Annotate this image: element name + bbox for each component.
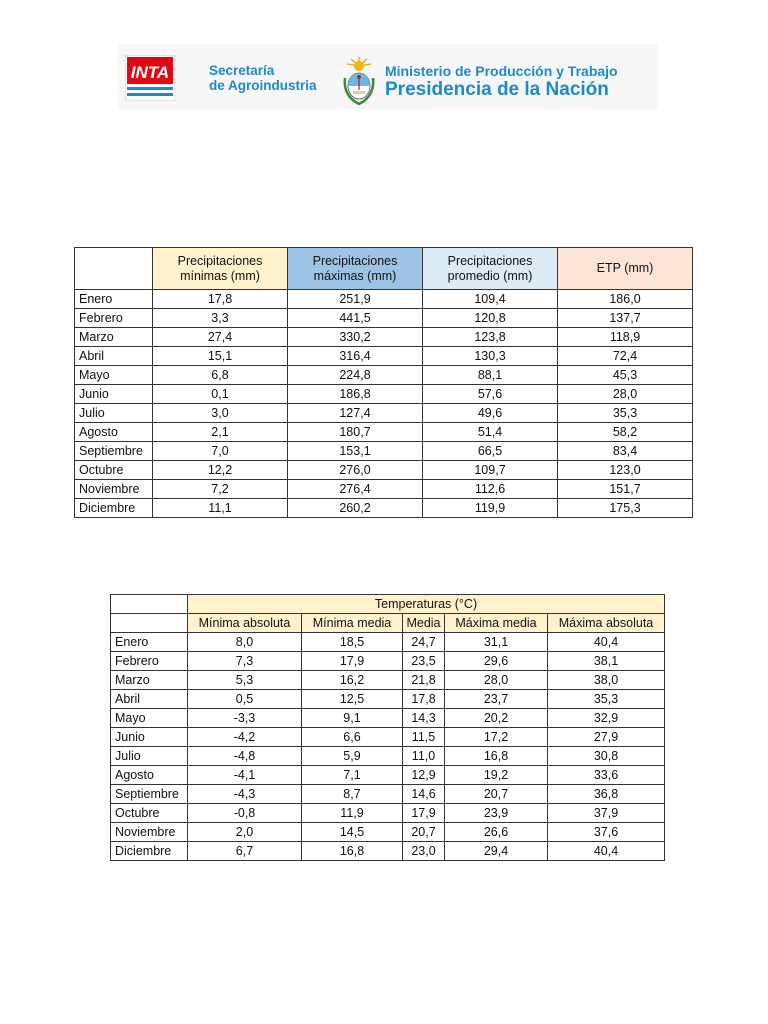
header-min-absoluta: Mínima absoluta: [188, 614, 302, 633]
month-cell: Mayo: [75, 366, 153, 385]
value-cell: 36,8: [548, 785, 665, 804]
value-cell: 15,1: [153, 347, 288, 366]
value-cell: -4,8: [188, 747, 302, 766]
month-cell: Marzo: [111, 671, 188, 690]
secretaria-wordmark: [209, 63, 317, 93]
temperature-row: [111, 671, 665, 690]
value-cell: 17,9: [403, 804, 445, 823]
value-cell: 23,5: [403, 652, 445, 671]
value-cell: 316,4: [288, 347, 423, 366]
value-cell: 123,8: [423, 328, 558, 347]
value-cell: 119,9: [423, 499, 558, 518]
month-cell: Junio: [75, 385, 153, 404]
value-cell: 17,2: [445, 728, 548, 747]
value-cell: 14,6: [403, 785, 445, 804]
precipitation-row: [75, 347, 693, 366]
header-min-media: Mínima media: [302, 614, 403, 633]
value-cell: 330,2: [288, 328, 423, 347]
month-cell: Julio: [111, 747, 188, 766]
value-cell: 118,9: [558, 328, 693, 347]
value-cell: 112,6: [423, 480, 558, 499]
month-cell: Mayo: [111, 709, 188, 728]
temperature-row: [111, 709, 665, 728]
value-cell: 83,4: [558, 442, 693, 461]
value-cell: 8,0: [188, 633, 302, 652]
value-cell: 109,4: [423, 290, 558, 309]
month-cell: Marzo: [75, 328, 153, 347]
temperature-row: [111, 766, 665, 785]
secretaria-line1: Secretaría: [209, 63, 275, 78]
temperature-row: [111, 652, 665, 671]
value-cell: 14,3: [403, 709, 445, 728]
value-cell: 9,1: [302, 709, 403, 728]
month-cell: Septiembre: [75, 442, 153, 461]
value-cell: 23,0: [403, 842, 445, 861]
month-cell: Enero: [111, 633, 188, 652]
month-cell: Noviembre: [75, 480, 153, 499]
inta-logo-text: INTA: [130, 63, 170, 82]
value-cell: 2,0: [188, 823, 302, 842]
precipitation-row: [75, 461, 693, 480]
value-cell: -3,3: [188, 709, 302, 728]
month-cell: Enero: [75, 290, 153, 309]
value-cell: 7,3: [188, 652, 302, 671]
value-cell: 30,8: [548, 747, 665, 766]
value-cell: 23,9: [445, 804, 548, 823]
precipitation-row: [75, 328, 693, 347]
value-cell: 5,3: [188, 671, 302, 690]
value-cell: 120,8: [423, 309, 558, 328]
value-cell: 26,6: [445, 823, 548, 842]
value-cell: 11,5: [403, 728, 445, 747]
value-cell: 127,4: [288, 404, 423, 423]
value-cell: 153,1: [288, 442, 423, 461]
value-cell: 175,3: [558, 499, 693, 518]
value-cell: 186,0: [558, 290, 693, 309]
precipitation-row: [75, 442, 693, 461]
value-cell: 2,1: [153, 423, 288, 442]
value-cell: 12,9: [403, 766, 445, 785]
month-cell: Diciembre: [111, 842, 188, 861]
month-cell: Abril: [111, 690, 188, 709]
value-cell: 12,2: [153, 461, 288, 480]
value-cell: 18,5: [302, 633, 403, 652]
value-cell: -4,3: [188, 785, 302, 804]
temperature-corner: [111, 595, 188, 614]
precipitation-corner: [75, 248, 153, 290]
value-cell: 276,4: [288, 480, 423, 499]
month-cell: Noviembre: [111, 823, 188, 842]
month-cell: Septiembre: [111, 785, 188, 804]
value-cell: 20,7: [445, 785, 548, 804]
temperature-row: [111, 633, 665, 652]
month-cell: Junio: [111, 728, 188, 747]
header-precip-max: Precipitaciones máximas (mm): [288, 248, 423, 290]
month-cell: Diciembre: [75, 499, 153, 518]
month-cell: Febrero: [75, 309, 153, 328]
value-cell: 19,2: [445, 766, 548, 785]
value-cell: 130,3: [423, 347, 558, 366]
temperature-row: [111, 823, 665, 842]
value-cell: 27,9: [548, 728, 665, 747]
value-cell: 3,3: [153, 309, 288, 328]
value-cell: 88,1: [423, 366, 558, 385]
value-cell: 33,6: [548, 766, 665, 785]
value-cell: 11,1: [153, 499, 288, 518]
value-cell: 35,3: [548, 690, 665, 709]
temperature-title-row: [111, 595, 665, 614]
month-cell: Octubre: [111, 804, 188, 823]
header-max-media: Máxima media: [445, 614, 548, 633]
value-cell: 31,1: [445, 633, 548, 652]
value-cell: 0,5: [188, 690, 302, 709]
value-cell: 12,5: [302, 690, 403, 709]
value-cell: 29,6: [445, 652, 548, 671]
value-cell: 7,2: [153, 480, 288, 499]
value-cell: 123,0: [558, 461, 693, 480]
value-cell: 20,7: [403, 823, 445, 842]
value-cell: 72,4: [558, 347, 693, 366]
precipitation-table: [74, 247, 693, 518]
value-cell: 24,7: [403, 633, 445, 652]
value-cell: 23,7: [445, 690, 548, 709]
value-cell: 38,1: [548, 652, 665, 671]
precipitation-row: [75, 309, 693, 328]
value-cell: 441,5: [288, 309, 423, 328]
temperature-row: [111, 785, 665, 804]
precipitation-row: [75, 423, 693, 442]
precipitation-row: [75, 385, 693, 404]
value-cell: 180,7: [288, 423, 423, 442]
temperature-row: [111, 842, 665, 861]
value-cell: 276,0: [288, 461, 423, 480]
month-cell: Agosto: [75, 423, 153, 442]
value-cell: 0,1: [153, 385, 288, 404]
value-cell: 16,8: [302, 842, 403, 861]
precipitation-row: [75, 404, 693, 423]
value-cell: 224,8: [288, 366, 423, 385]
value-cell: 37,9: [548, 804, 665, 823]
value-cell: 40,4: [548, 842, 665, 861]
value-cell: 28,0: [445, 671, 548, 690]
temperature-table: [110, 594, 665, 861]
value-cell: 58,2: [558, 423, 693, 442]
value-cell: 251,9: [288, 290, 423, 309]
value-cell: 27,4: [153, 328, 288, 347]
value-cell: 21,8: [403, 671, 445, 690]
value-cell: 35,3: [558, 404, 693, 423]
ministerio-label: Ministerio de Producción y Trabajo: [385, 63, 618, 79]
temperature-header-row: [111, 614, 665, 633]
precipitation-row: [75, 499, 693, 518]
inta-logo: [125, 55, 175, 101]
precipitation-row: [75, 366, 693, 385]
value-cell: 3,0: [153, 404, 288, 423]
value-cell: 16,2: [302, 671, 403, 690]
coat-of-arms-icon: [340, 56, 378, 106]
value-cell: 37,6: [548, 823, 665, 842]
temperature-row: [111, 804, 665, 823]
precipitation-row: [75, 290, 693, 309]
value-cell: -4,1: [188, 766, 302, 785]
value-cell: 6,6: [302, 728, 403, 747]
value-cell: 45,3: [558, 366, 693, 385]
value-cell: 7,0: [153, 442, 288, 461]
temperature-title: Temperaturas (°C): [188, 595, 665, 614]
value-cell: 137,7: [558, 309, 693, 328]
month-cell: Julio: [75, 404, 153, 423]
month-cell: Abril: [75, 347, 153, 366]
value-cell: 51,4: [423, 423, 558, 442]
value-cell: 6,7: [188, 842, 302, 861]
value-cell: 11,9: [302, 804, 403, 823]
value-cell: 17,9: [302, 652, 403, 671]
value-cell: 29,4: [445, 842, 548, 861]
value-cell: 11,0: [403, 747, 445, 766]
header-precip-min: Precipitaciones mínimas (mm): [153, 248, 288, 290]
value-cell: 6,8: [153, 366, 288, 385]
value-cell: 38,0: [548, 671, 665, 690]
header-precip-avg: Precipitaciones promedio (mm): [423, 248, 558, 290]
secretaria-line2: de Agroindustria: [209, 78, 317, 93]
value-cell: 7,1: [302, 766, 403, 785]
precipitation-body: [75, 290, 693, 518]
value-cell: 14,5: [302, 823, 403, 842]
header-media: Media: [403, 614, 445, 633]
value-cell: 260,2: [288, 499, 423, 518]
value-cell: 28,0: [558, 385, 693, 404]
value-cell: 40,4: [548, 633, 665, 652]
value-cell: 109,7: [423, 461, 558, 480]
value-cell: 20,2: [445, 709, 548, 728]
temperature-row: [111, 747, 665, 766]
value-cell: -0,8: [188, 804, 302, 823]
temperature-row: [111, 690, 665, 709]
value-cell: 17,8: [153, 290, 288, 309]
value-cell: 17,8: [403, 690, 445, 709]
temperature-body: [111, 633, 665, 861]
month-cell: Octubre: [75, 461, 153, 480]
value-cell: 151,7: [558, 480, 693, 499]
temperature-corner-2: [111, 614, 188, 633]
precipitation-row: [75, 480, 693, 499]
value-cell: 57,6: [423, 385, 558, 404]
header-etp: ETP (mm): [558, 248, 693, 290]
header-max-absoluta: Máxima absoluta: [548, 614, 665, 633]
value-cell: 186,8: [288, 385, 423, 404]
month-cell: Febrero: [111, 652, 188, 671]
value-cell: 8,7: [302, 785, 403, 804]
value-cell: 16,8: [445, 747, 548, 766]
month-cell: Agosto: [111, 766, 188, 785]
value-cell: 32,9: [548, 709, 665, 728]
value-cell: 66,5: [423, 442, 558, 461]
value-cell: 5,9: [302, 747, 403, 766]
precipitation-header-row: [75, 248, 693, 290]
temperature-row: [111, 728, 665, 747]
value-cell: 49,6: [423, 404, 558, 423]
presidencia-label: Presidencia de la Nación: [385, 79, 609, 100]
value-cell: -4,2: [188, 728, 302, 747]
